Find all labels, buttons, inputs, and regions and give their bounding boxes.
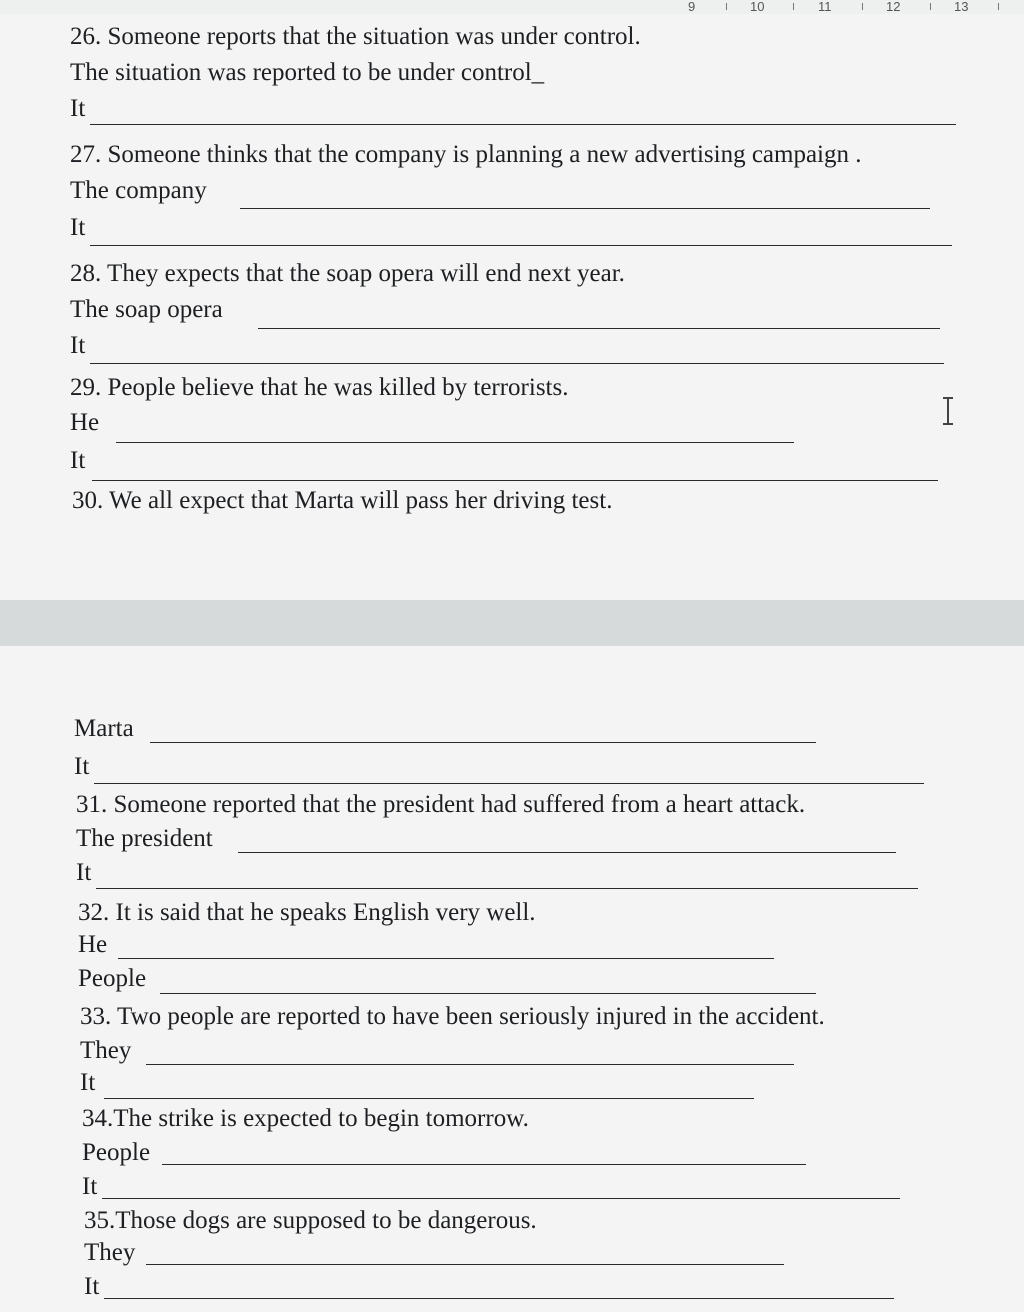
answer-blank[interactable] [160, 993, 816, 994]
answer-blank[interactable] [116, 442, 794, 443]
answer-blank[interactable] [162, 1164, 806, 1165]
answer-blank[interactable] [102, 1198, 900, 1199]
ruler-mark: 13 [954, 0, 969, 14]
ruler-tick [998, 3, 999, 10]
answer-prompt[interactable]: They [80, 1037, 132, 1064]
answer-prompt[interactable]: The company [70, 177, 207, 204]
answer-blank[interactable] [238, 852, 896, 853]
ruler-mark: 12 [886, 0, 901, 14]
question-text[interactable]: 30. We all expect that Marta will pass her driving test. [72, 487, 613, 514]
ruler-tick [862, 3, 863, 10]
question-text[interactable]: 26. Someone reports that the situation was under control. [70, 23, 641, 50]
question-text[interactable]: 31. Someone reported that the president had suffered from a heart attack. [76, 791, 806, 818]
answer-blank[interactable] [146, 1264, 784, 1265]
question-text[interactable]: 28. They expects that the soap opera will end next year. [70, 260, 625, 287]
page-break-gap [0, 600, 1024, 646]
answer-blank[interactable] [90, 124, 956, 125]
question-text[interactable]: 34.The strike is expected to begin tomorrow. [82, 1105, 529, 1132]
question-text[interactable]: 27. Someone thinks that the company is planning a new advertising campaign . [70, 141, 862, 168]
ruler-tick [793, 3, 794, 10]
answer-blank[interactable] [96, 888, 918, 889]
ruler-mark: 10 [750, 0, 765, 14]
answer-prompt[interactable]: People [82, 1139, 151, 1166]
answer-blank[interactable] [104, 1298, 894, 1299]
answer-blank[interactable] [104, 1098, 754, 1099]
ruler-tick [930, 3, 931, 10]
answer-blank[interactable] [258, 328, 940, 329]
question-text[interactable]: 33. Two people are reported to have been seriously injured in the accident. [80, 1003, 825, 1030]
answer-blank[interactable] [150, 742, 816, 743]
answer-blank[interactable] [90, 363, 944, 364]
answer-blank[interactable] [240, 208, 930, 209]
answer-prompt[interactable]: It [70, 214, 86, 241]
answer-blank[interactable] [118, 958, 774, 959]
answer-blank[interactable] [146, 1064, 794, 1065]
answer-prompt[interactable]: It [84, 1273, 100, 1300]
answer-prompt[interactable]: It [70, 95, 86, 122]
answer-prompt[interactable]: He [70, 409, 100, 436]
question-text[interactable]: 35.Those dogs are supposed to be dangerous. [84, 1207, 537, 1234]
answer-prompt[interactable]: The president [76, 825, 213, 852]
horizontal-ruler[interactable] [0, 0, 1024, 15]
answer-prompt[interactable]: The soap opera [70, 296, 223, 323]
ruler-mark: 9 [688, 0, 696, 14]
answer-prompt[interactable]: It [70, 447, 86, 474]
answer-prompt[interactable]: The situation was reported to be under control_ [70, 59, 545, 86]
answer-blank[interactable] [94, 783, 924, 784]
question-text[interactable]: 29. People believe that he was killed by terrorists. [70, 374, 569, 401]
answer-prompt[interactable]: It [80, 1069, 96, 1096]
answer-blank[interactable] [90, 245, 952, 246]
answer-prompt[interactable]: People [78, 965, 147, 992]
answer-prompt[interactable]: It [76, 859, 92, 886]
ruler-mark: 11 [818, 0, 832, 14]
question-text[interactable]: 32. It is said that he speaks English very well. [78, 899, 536, 926]
text-cursor-icon [940, 396, 956, 426]
ruler-tick [726, 3, 727, 10]
answer-prompt[interactable]: He [78, 931, 108, 958]
answer-prompt[interactable]: They [84, 1239, 136, 1266]
answer-prompt[interactable]: Marta [74, 715, 134, 742]
answer-prompt[interactable]: It [74, 753, 90, 780]
answer-prompt[interactable]: It [82, 1173, 98, 1200]
answer-prompt[interactable]: It [70, 332, 86, 359]
answer-blank[interactable] [92, 480, 938, 481]
